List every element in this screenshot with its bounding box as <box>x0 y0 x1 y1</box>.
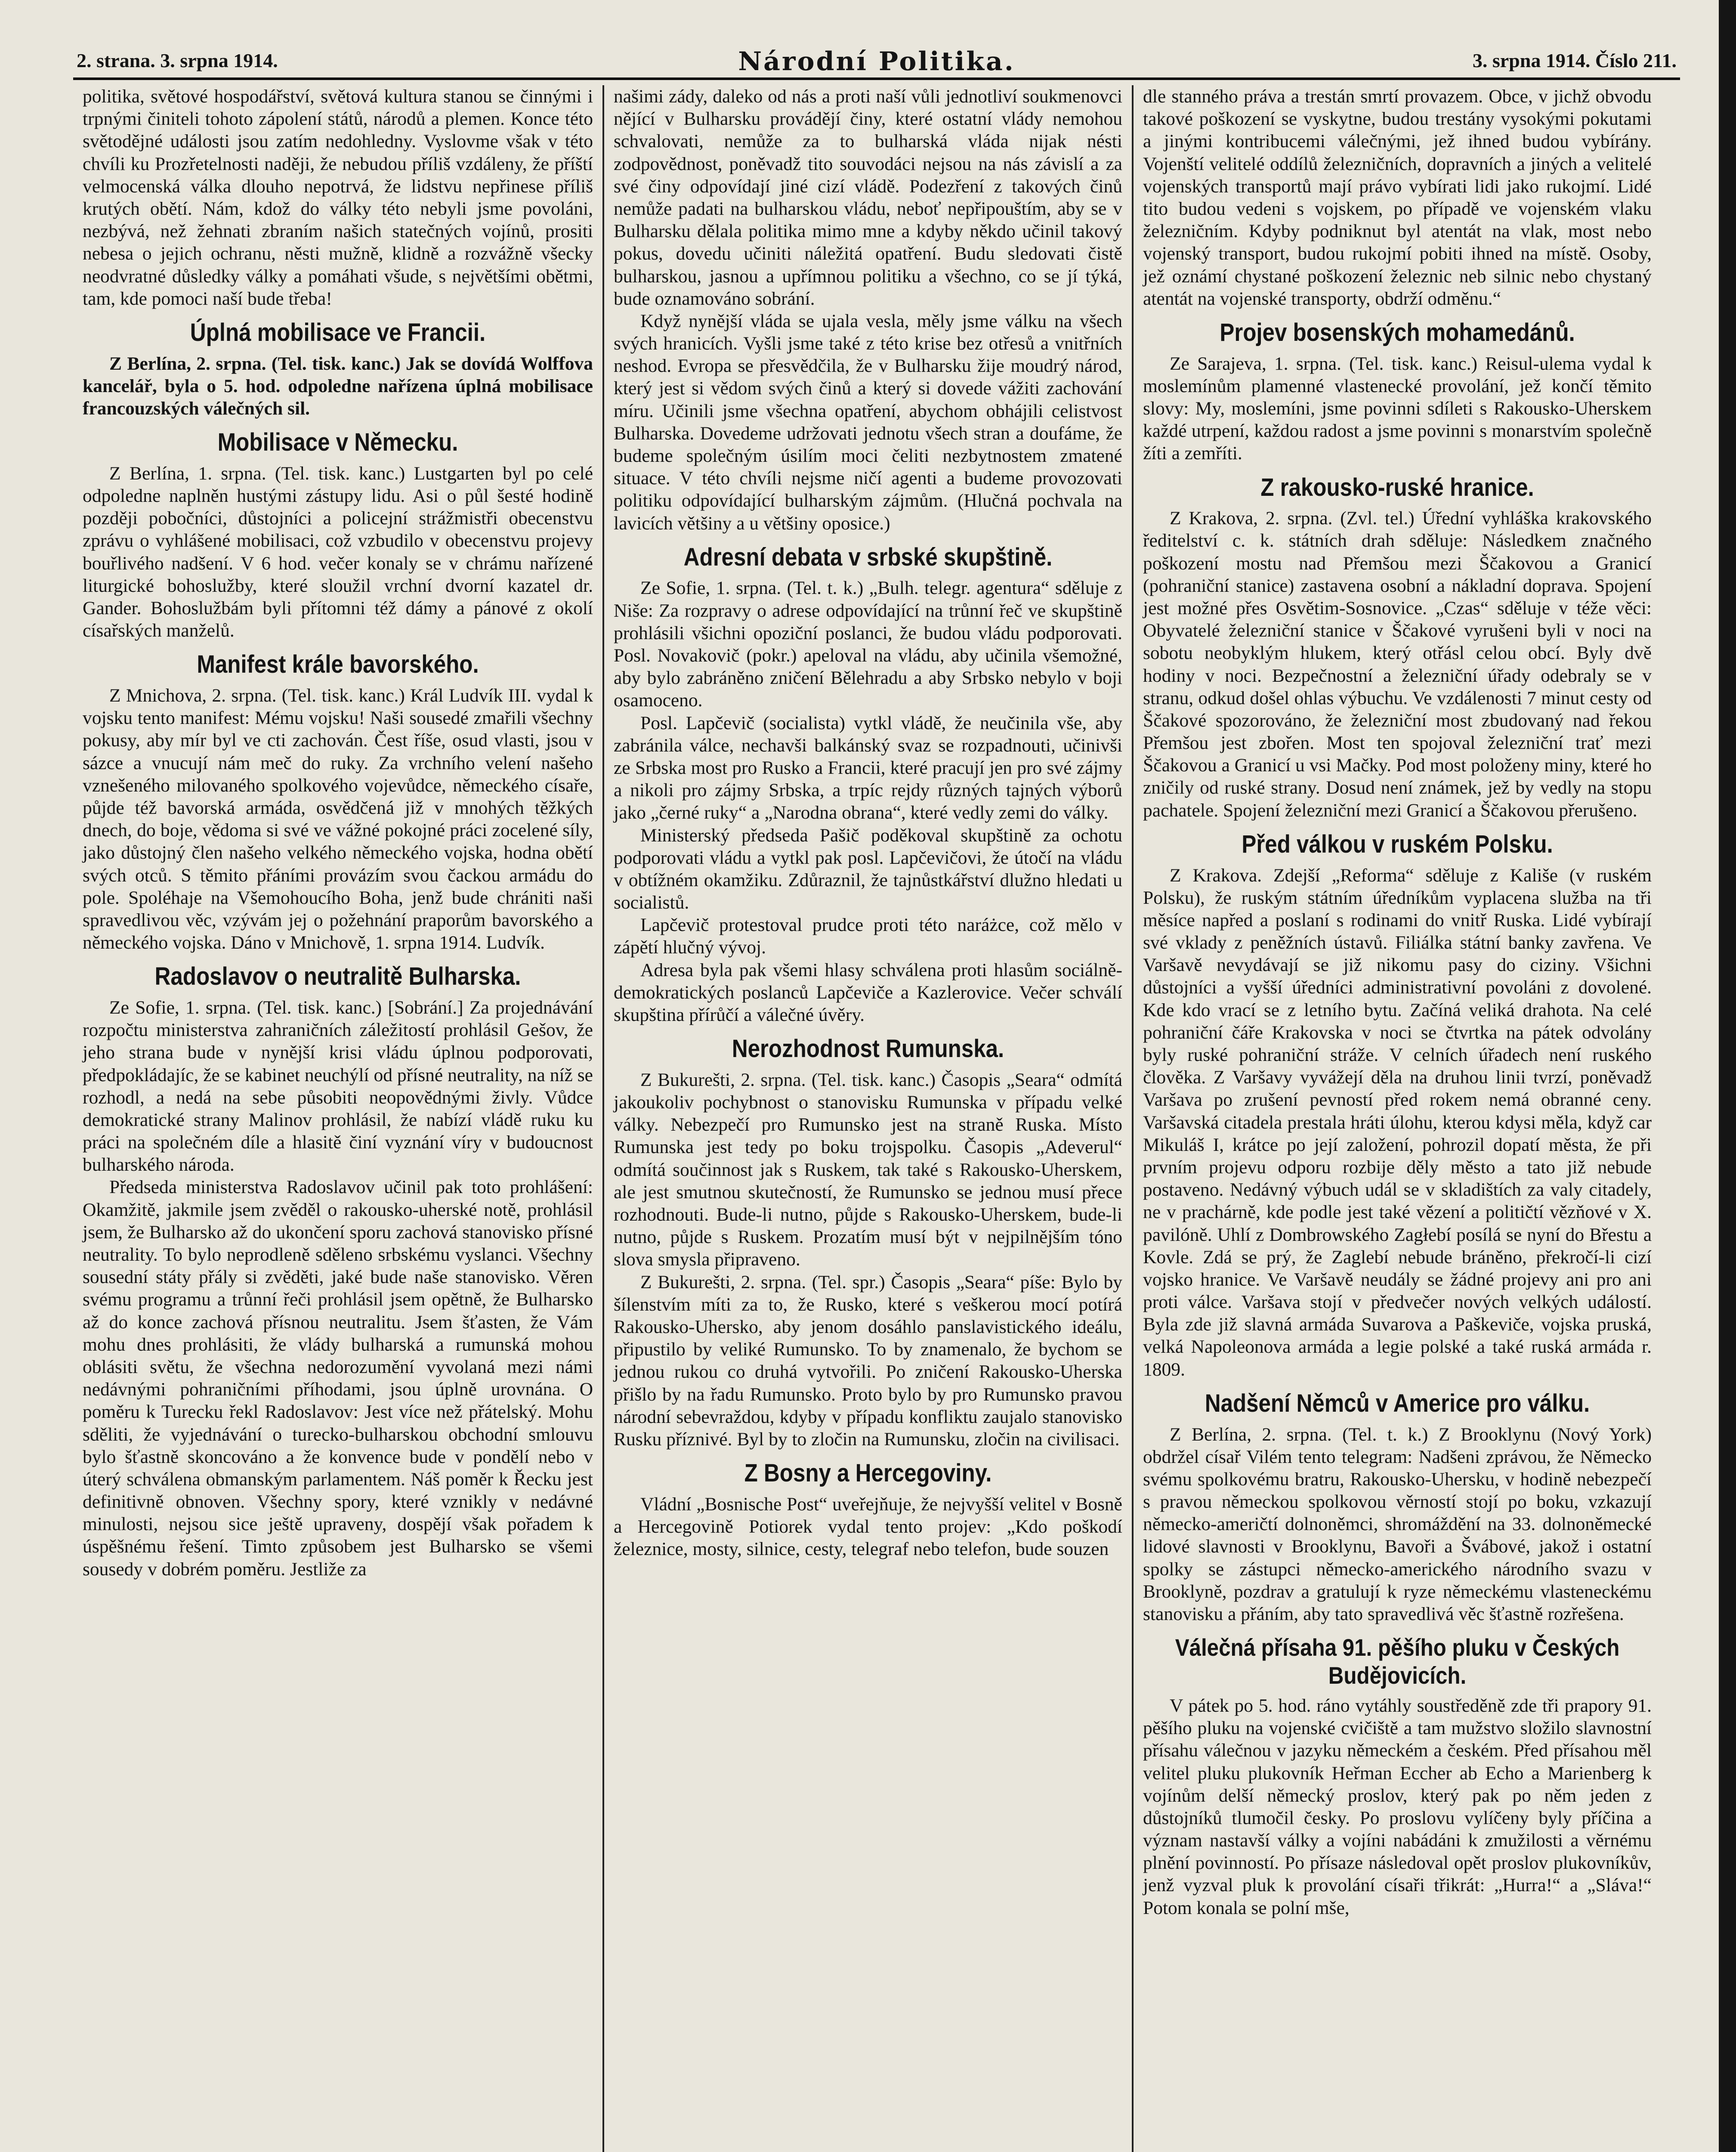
col2-article-7: Z Bukurešti, 2. srpna. (Tel. tisk. kanc.) Časopis „Seara“ odmítá jakoukoliv pochybnost o stanovisku Rumunska v případu velké války. Nebezpečí pro Rumunsko jest na straně Ruska. Místo Rumunska jest tedy po boku trojspolku. Časopis „Adeverul“ odmítá součinnost jak s Ruskem, tak také s Rakousko-Uherskem, ale jest smutnou skutečností, že Rumunsko se jednou musí přece rozhodnouti. Bude-li nutno, půjde s Rakousko-Uherskem, bude-li nutno, půjde s Ruskem. Prozatím musí být v nejpilnějším tóno slova smysla připraveno. <box>614 1069 1122 1270</box>
masthead <box>73 47 1680 80</box>
col1-article-5: Předseda ministerstva Radoslavov učinil pak toto prohlášení: Okamžitě, jakmile jsem zvěděl o rakousko-uherské notě, prohlásil jsem, že Bulharsko až do ukončení sporu zachová stanovisko přísné neutrality. To bylo neprodleně sděleno srbskému vyslanci. Všechny sousední státy přály si zvěděti, jaké bude naše stanovisko. Věren svému programu a trůnní řeči prohlásil jsem opětně, že Bulharsko až do konce zachová přísnou neutralitu. Jsem šťasten, že Vám mohu dnes prohlásiti, že vlády bulharská a rumunská mohou oblásiti světu, že všechna nedorozumění vyvolaná mezi námi nedávnými pohraničními příhodami, jsou úplně urovnána. O poměru k Turecku řekl Radoslavov: Jest více než přátelský. Mohu sděliti, že vyjednávání o turecko-bulharskou obchodní smlouvu bylo šťastně skoncováno a že konvence bude v pondělí nebo v úterý schválena obmanským parlamentem. Náš poměr k Řecku jest definitivně obnoven. Všechny spory, které vznikly v nedávné minulosti, nejsou sice ještě upraveny, dospějí však pořadem k úspěšnému řešení. Timto způsobem jest Bulharsko se všemi sousedy v dobrém poměru. Jestliže za <box>83 1177 593 1580</box>
col2-heading-2: Nerozhodnost Rumunska. <box>732 1035 1004 1063</box>
col3-heading-3: Před válkou v ruském Polsku. <box>1242 830 1553 858</box>
col2-paragraph-1: Když nynější vláda se ujala vesla, měly jsme válku na všech svých hranicích. Vyšli jsme také z této krise bez otřesů a vnitřních neshod. Evropa se přesvědčila, že v Bulharsku žije moudrý národ, který jest si vědom svých činů a který si dovede vážiti zachování míru. Učinili jsme všechna opatření, abychom obhájili celistvost Bulharska. Dovedeme udržovati jednotu všech stran a doufáme, že budeme společným úsilím moci čeliti nezbytnostem zmatené situace. V této chvíli nejsme ničí agenti a budeme provozovati politiku odpovídající bulharským zájmům. (Hlučná pochvala na lavicích většiny a u většiny oposice.) <box>614 310 1122 534</box>
col1-article-2: Z Berlína, 1. srpna. (Tel. tisk. kanc.) Lustgarten byl po celé odpoledne naplněn hustými zástupy lidu. Asi o půl šesté hodině později pobočníci, důstojníci a policejní strážmistři obecenstvu zprávu o vyhlášené mobilisaci, což vzbudilo v obecenstvu projevy bouřlivého nadšení. V 6 hod. večer konaly se v chrámu nařízené liturgické bohoslužby, které sloužil vrchní dvorní kazatel dr. Gander. Bohoslužbám byli přítomni též dámy a pánové z okolí císařských manželů. <box>83 463 593 641</box>
col1-heading-4: Radoslavov o neutralitě Bulharska. <box>154 962 521 991</box>
col2-article-2: Ze Sofie, 1. srpna. (Tel. t. k.) „Bulh. telegr. agentura“ sděluje z Niše: Za rozpravy o adrese odpovídající na trůnní řeč ve skupštině prohlásili všichni opoziční poslanci, že budou vládu podporovati. Posl. Novakovič (pokr.) apeloval na vládu, aby učinila všemožné, aby bylo zabráněno zničení Bělehradu a aby Srbsko nebylo v boji osamoceno. <box>614 578 1122 711</box>
col2-lead: našimi zády, daleko od nás a proti naší vůli jednotliví soukmenovci nějící v Bulharsku provádějí činy, které ostatní vlády nemohou schvalovati, nemůže za to bulharská vláda nijak nésti zodpovědnost, poněvadž tito souvodáci nejsou na nás závislí a za své činy odpovídají jiné cizí vládě. Podezření z takových činů nemůže padati na bulharskou vládu, neboť nepřipouštím, aby se v Bulharsku dělala politika mimo mne a kdyby někdo učinil takový pokus, dovedu učiniti náležitá opatření. Budu sledovati čistě bulharskou, jasnou a upřímnou politiku a všechno, co se jí týká, bude oznamováno sobrání. <box>614 86 1122 309</box>
col3-article-1: Ze Sarajeva, 1. srpna. (Tel. tisk. kanc.) Reisul-ulema vydal k moslemínům plamenné vlastenecké provolání, jež končí těmito slovy: My, moslemíni, jsme povinni sdíleti s Rakousko-Uherskem každé utrpení, každou radost a jsme povinni s monarstvím společně žíti a zemříti. <box>1143 353 1652 464</box>
col1-article-3: Z Mnichova, 2. srpna. (Tel. tisk. kanc.) Král Ludvík III. vydal k vojsku tento manifest: Mému vojsku! Naši sousedé zmařili všechny pokusy, aby mír byl ve cti zachován. Čest říše, osud vlasti, jsou v sázce a vnucují nám meč do ruky. Za vrchního velení našeho vznešeného milovaného spolkového vojevůdce, německého císaře, půjde též bavorská armáda, osvědčená již v mnohých těžkých dnech, do boje, vědoma si své ve vážné pokojné práci zocelené síly, jako důstojný člen našeho velkého německého vojska, hodna obětí svých otců. S těmito přáními provázím svou čackou armádu do pole. Spoléhaje na Všemohoucího Boha, jenž bude chrániti naši spravedlivou věc, vzývám jej o požehnání praporům bavorského a německého vojska. Dáno v Mnichově, 1. srpna 1914. Ludvík. <box>83 685 593 953</box>
col2-article-4: Ministerský předseda Pašič poděkoval skupštině za ochotu podporovati vládu a vytkl pak posl. Lapčevičovi, že útočí na vládu v obtížném okamžiku. Zdůraznil, že tajnůstkářství dlužno hledati u socialistů. <box>614 825 1122 913</box>
column-3 <box>1132 85 1661 2152</box>
col1-heading-2: Mobilisace v Německu. <box>217 428 458 457</box>
col3-heading-4: Nadšení Němců v Americe pro válku. <box>1205 1389 1590 1417</box>
column-1 <box>73 85 602 2152</box>
columns <box>73 85 1680 2152</box>
col2-heading-1: Adresní debata v srbské skupštině. <box>683 543 1053 571</box>
col2-heading-3: Z Bosny a Hercegoviny. <box>744 1459 992 1487</box>
col1-heading-3: Manifest krále bavorského. <box>197 650 479 679</box>
col1-lead: politika, světové hospodářství, světová kultura stanou se činnými i trpnými činiteli tohoto zápolení států, národů a plemen. Konce této světodějné události jsou zatím nedohledny. Vyslovme však v této chvíli ku Prozřetelnosti naději, že nebudou příliš vzdáleny, že příští velmocenská válka dlouho nepotrvá, že lidstvu nepřinese příliš krutých obětí. Nám, kdož do války této nebyli jsme povoláni, nezbývá, než žehnati zbraním našich statečných vojínů, prositi nebesa o jejich ochranu, něsti mužně, klidně a rozvážně všecky neodvratné důsledky války a pomáhati všude, s největšími obětmi, tam, kde pomoci naší bude třeba! <box>83 86 593 309</box>
col2-article-9: Vládní „Bosnische Post“ uveřejňuje, že nejvyšší velitel v Bosně a Hercegovině Potiorek vydal tento projev: „Kdo poškodí železnice, mosty, silnice, cesty, telegraf nebo telefon, bude souzen <box>614 1493 1122 1560</box>
col2-article-6: Adresa byla pak všemi hlasy schválena proti hlasům sociálně-demokratických poslanců Lapčeviče a Kazlerovice. Večer schválí skupština přírůčí a válečné úvěry. <box>614 959 1122 1025</box>
col2-article-8: Z Bukurešti, 2. srpna. (Tel. spr.) Časopis „Seara“ píše: Bylo by šílenstvím míti za to, že Rusko, které s veškerou mocí potírá Rakousko-Uhersko, aby jenom dosáhlo panslavistického ideálu, připustilo by veliké Rumunsko. To by znamenalo, že bychom se jednou rukou co druhá vytvořili. Po zničení Rakousko-Uherska přišlo by na řadu Rumunsko. Proto bylo by pro Rumunsko pravou národní sebevraždou, kdyby v případu konfliktu zaujalo stanovisko Rusku příznivé. Byl by to zločin na Rumunsku, zločin na civilisaci. <box>614 1271 1122 1450</box>
col3-article-2: Z Krakova, 2. srpna. (Zvl. tel.) Úřední vyhláška krakovského ředitelství c. k. státních drah sděluje: Následkem značného poškození mostu nad Přemšou mezi Ščakovou a Granicí (pohraniční stanice) zastavena osobní a nákladní doprava. Spojení jest možné přes Osvětim-Sosnovice. „Czas“ sděluje v téže věci: Obyvatelé železniční stanice v Ščakové vyrušeni byli v noci na sobotu neobyklým hlukem, který otřásl celou obcí. Byly dvě hodiny v noci. Bezpečnostní a železniční úřady odebraly se v stranu, odkud došel ohlas výbuchu. Ve vzdálenosti 7 minut cesty od Ščakové spozorováno, že železniční most zbudovaný nad řekou Přemšou jest zbořen. Most ten spojoval železniční trať mezi Ščakovou a Granicí u vsi Mačky. Pod most položeny miny, které ho zničily od ruské strany. Dosud není známek, jež by vedly na stopu pachatele. Spojení železniční mezi Granicí a Ščakovou přerušeno. <box>1143 508 1652 821</box>
col3-heading-1: Projev bosenských mohamedánů. <box>1220 318 1575 346</box>
col3-heading-5: Válečná přísaha 91. pěšího pluku v Českých Budějovicích. <box>1175 1634 1620 1689</box>
col2-article-3: Posl. Lapčevič (socialista) vytkl vládě, že neučinila vše, aby zabránila válce, nechavši balkánský svaz se rozpadnouti, učinivši ze Srbska most pro Rusko a Francii, které pracují jen pro své zájmy a nikoli pro zájmy Srbska, a trpíc rejdy různých tajných výborů jako „černé ruky“ a „Narodna obrana“, které vedly zemi do války. <box>614 712 1122 823</box>
col3-article-5: V pátek po 5. hod. ráno vytáhly soustředěně zde tři prapory 91. pěšího pluku na vojenské cvičiště a tam mužstvo složilo slavnostní přísahu válečnou v jazyku německém a českém. Před přísahou měl velitel pluku plukovník Heřman Eccher ab Echo a Marienberg k vojínům delší německý proslov, který pak po něm jeden z důstojníků tlumočil česky. Po proslovu vylíčeny byly příčina a význam nastavší války a vojíni nabádáni k zmužilosti a věrnému plnění povinností. Po přísaze následoval opět proslov plukovníkův, jenž vyzval pluk k provolání císaři třikrát: „Hurra!“ a „Sláva!“ Potom konala se polní mše, <box>1143 1695 1652 1918</box>
masthead-issue: 3. srpna 1914. Číslo 211. <box>1472 49 1677 71</box>
col2-article-5: Lapčevič protestoval prudce proti této naráżce, což mělo v zápětí hlučný vývoj. <box>614 915 1122 958</box>
column-2 <box>602 85 1132 2152</box>
col3-article-4: Z Berlína, 2. srpna. (Tel. t. k.) Z Brooklynu (Nový York) obdržel císař Vilém tento telegram: Nadšeni zprávou, že Německo svému spolkovému bratru, Rakousko-Uhersku, v hodině nebezpečí s pravou německou spolkovou věrností stojí po boku, vzkazují německo-američtí dolnoněmci, shromáždění na 33. dolnoněmecké lidové slavnosti v Brooklynu, Bavoři a Švábové, jakož i ostatní spolky se zástupci německo-amerického národního svazu v Brooklyně, pozdrav a gratulují k ryze německému vlasteneckému stanovisku a přáním, aby tato spravedlivá věc šťastně rozřešena. <box>1143 1424 1652 1624</box>
col3-article-3: Z Krakova. Zdejší „Reforma“ sděluje z Kališe (v ruském Polsku), že ruským státním úředníkům vyplacena služba na tři měsíce napřed a poslaní s rodinami do vnitř Ruska. Lidé vybírají své vklady z peněžních ústavů. Filiálka státní banky zavřena. Ve Varšavě nevydávají se již nikomu pasy do ciziny. Všichni důstojníci a vyšší úředníci administrativní povoláni z dovolené. Kde kdo vrací se z letního bytu. Začíná veliká drahota. Na celé pohraniční čáře Krakovska v noci se čtvrtka na pátek odvolány byly ruské pohraniční stráže. V celních úřadech není ruského člověka. Z Varšavy vyvážejí děla na druhou linii tvrzí, poněvadž Varšava po zrušení pevností před rokem nemá obranné ceny. Varšavská citadela prestala hráti úlohu, kterou kdysi měla, když car Mikuláš I, krátce po její založení, pohrozil dopatí města, že při prvním projevu odporu rozbije děly město a tato již nebude postaveno. Nedávný výbuch udál se v skladištích za valy citadely, ne v prachárně, kde podle jest také vězení a političtí vězňové v X. pavilóně. Uhlí z Dombrowského Zagłebí posílá se nyní do Břestu a Kovle. Zdá se prý, že Zaglebí nebude bráněno, překročí-li cizí vojsko hranice. Ve Varšavě neudály se žádné projevy ani pro ani proti válce. Varšava stojí v předvečer nových velkých událostí. Byla zde již slavná armáda Suvarova a Paškeviče, vojska pruská, velká Napoleonova armáda a legie polské a také ruská armáda r. 1809. <box>1143 865 1652 1380</box>
col1-heading-1: Úplná mobilisace ve Francii. <box>190 318 486 346</box>
masthead-page-date: 2. strana. 3. srpna 1914. <box>77 49 278 71</box>
masthead-title: Národní Politika. <box>738 46 1015 77</box>
col3-lead: dle stanného práva a trestán smrtí provazem. Obce, v jichž obvodu takové poškození se vyskytne, budou trestány vysokými pokutami a jinými kontribucemi válečnými, jež ihned budou vybírány. Vojenští velitelé oddílů železničních, dopravních a jiných a velitelé vojenských transportů mají právo vybírati lidi jako rukojmí. Lidé tito budou vedeni s vojskem, po případě ve vojenském vlaku železničním. Kdyby podniknut byl atentát na vlak, most nebo vojenský transport, budou rukojmí pobiti ihned na místě. Osoby, jež oznámí chystané poškození železnic neb silnic nebo chystaný atentát na vojenské transporty, obdrží odměnu.“ <box>1143 86 1652 309</box>
col1-article-4: Ze Sofie, 1. srpna. (Tel. tisk. kanc.) [Sobrání.] Za projednávání rozpočtu ministerstva zahraničních záležitostí prohlásil Gešov, že jeho strana bude v nynější krisi vládu úplnou podporovati, předpokládajíc, že se kabinet neuchýlí od přísné neutrality, na níž se rozhodl, a nedá na sebe působiti neopovědnými živly. Vůdce demokratické strany Malinov prohlásil, že nabízí vládě ruku ku práci na společném díle a hlasitě činí vyznání víry v budoucnost bulharského národa. <box>83 997 593 1175</box>
col1-article-1: Z Berlína, 2. srpna. (Tel. tisk. kanc.) Jak se dovídá Wolffova kancelář, byla o 5. hod. odpoledne nařízena úplná mobilisace francouzských válečných sil. <box>83 353 593 419</box>
page-edge-shadow <box>1719 0 1736 2152</box>
col3-heading-2: Z rakousko-ruské hranice. <box>1260 473 1534 501</box>
